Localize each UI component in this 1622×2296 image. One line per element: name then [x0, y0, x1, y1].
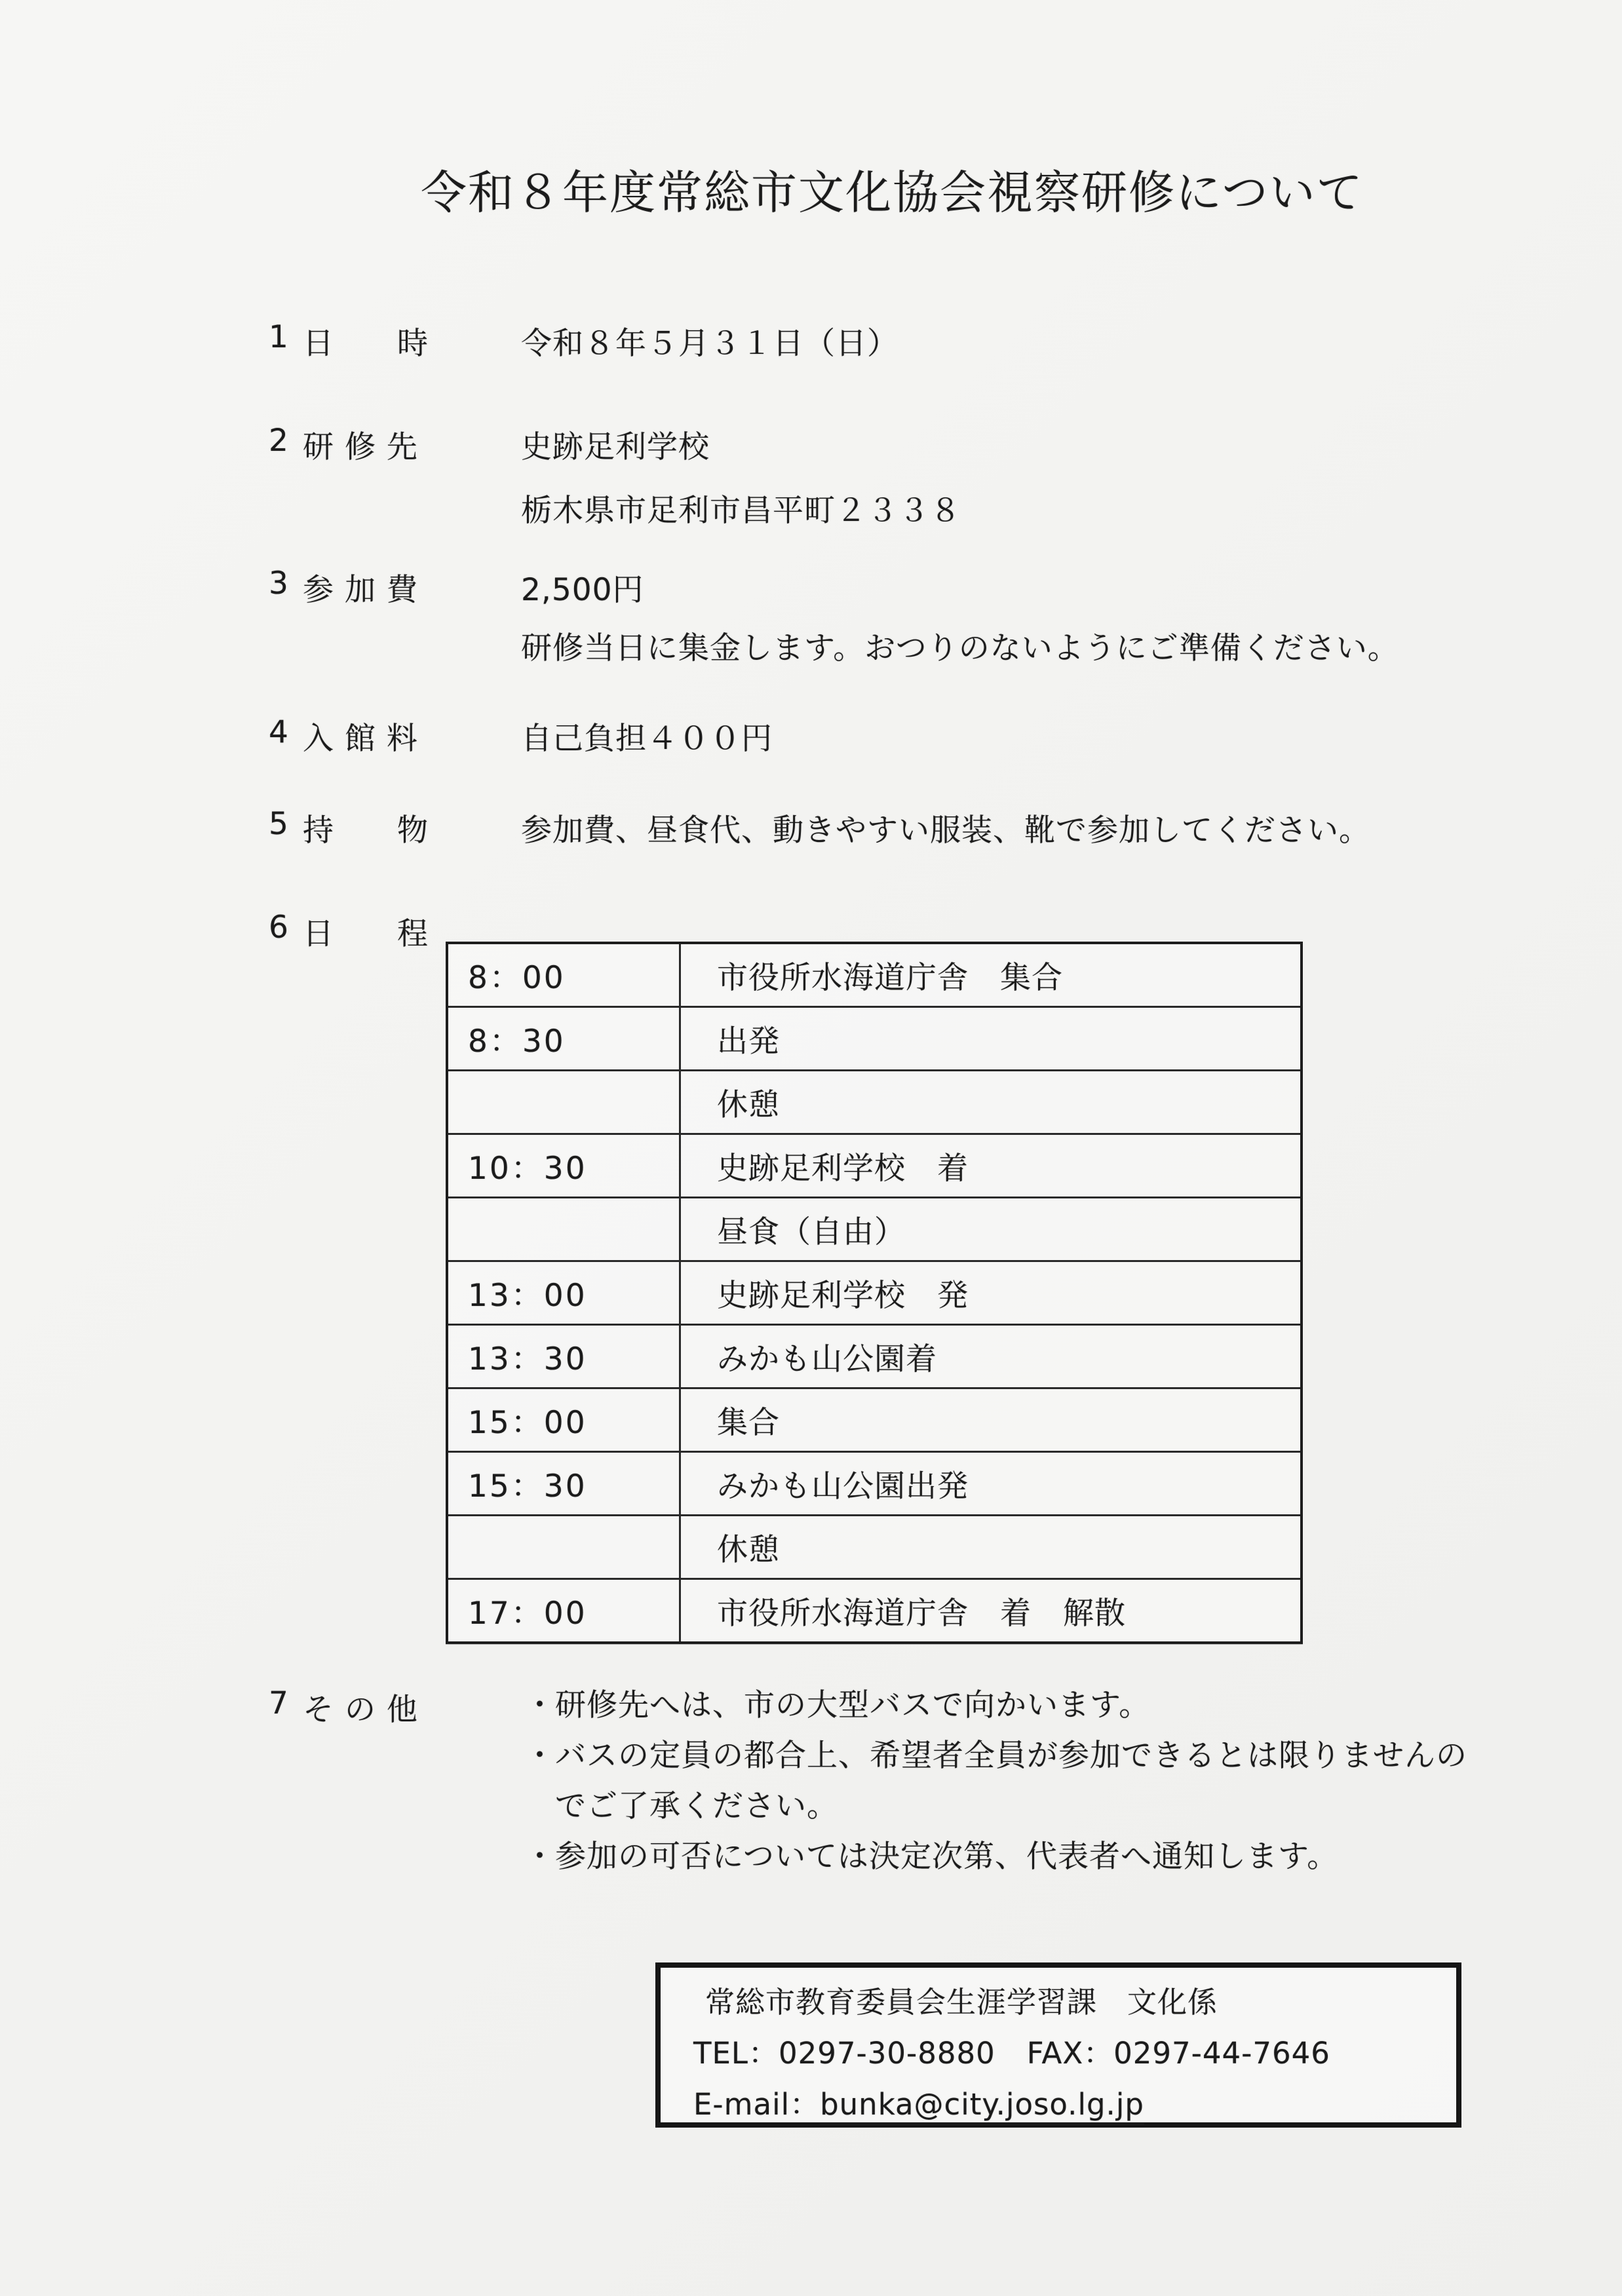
bullet-item — [524, 1782, 1467, 1832]
item-label: 研 修 先 — [303, 429, 418, 465]
bullet-text: 研修先へは、市の大型バスで向かいます。 — [555, 1687, 1151, 1723]
schedule-time-cell — [448, 1071, 681, 1133]
schedule-row — [448, 1196, 1300, 1260]
item-number: 7 — [269, 1685, 289, 1721]
item-label: 日 時 — [303, 326, 429, 362]
item-number: 4 — [269, 714, 289, 750]
schedule-event-cell: 昼食（自由） — [717, 1214, 906, 1250]
schedule-row — [448, 1387, 1300, 1451]
schedule-event-cell: 集合 — [717, 1404, 780, 1441]
document-title: 令和８年度常総市文化協会視察研修について — [421, 166, 1364, 220]
item-number: 1 — [269, 319, 289, 355]
item-row-belongings — [269, 806, 1370, 850]
bullet-text: 参加の可否については決定次第、代表者へ通知します。 — [555, 1839, 1339, 1875]
bullet-marker: ・ — [524, 1738, 556, 1774]
contact-box — [655, 1962, 1461, 2128]
bullet-item — [524, 1731, 1467, 1782]
item-label: 入 館 料 — [303, 721, 418, 757]
schedule-time-cell: 8：00 — [448, 944, 681, 1006]
item-value: 令和８年５月３１日（日） — [521, 326, 898, 362]
others-bullet-list — [524, 1681, 1467, 1883]
item-label: 持 物 — [303, 813, 429, 849]
schedule-time-cell: 8：30 — [448, 1008, 681, 1069]
contact-email-line — [693, 2079, 1456, 2130]
bullet-text: でご了承ください。 — [555, 1788, 838, 1824]
item-row-admission — [269, 714, 773, 758]
item-note-fee: 研修当日に集金します。おつりのないようにご準備ください。 — [521, 630, 1399, 666]
schedule-row — [448, 1006, 1300, 1069]
schedule-row — [448, 1578, 1300, 1641]
schedule-event-cell: 史跡足利学校 着 — [717, 1150, 969, 1187]
contact-email-value: bunka@city.joso.lg.jp — [820, 2087, 1144, 2125]
bullet-marker: ・ — [524, 1687, 556, 1723]
item-number: 6 — [269, 909, 289, 946]
schedule-time-cell: 13：00 — [448, 1262, 681, 1324]
item-row-date — [269, 319, 898, 363]
item-value: 2,500円 — [521, 572, 644, 608]
schedule-event-cell: 出発 — [717, 1023, 780, 1060]
contact-fax-value: 0297-44-7646 — [1113, 2036, 1330, 2071]
schedule-event-cell: 市役所水海道庁舎 集合 — [717, 959, 1063, 996]
item-label: そ の 他 — [303, 1692, 418, 1728]
schedule-event-cell: みかも山公園着 — [717, 1341, 937, 1377]
contact-org: 常総市教育委員会生涯学習課 文化係 — [705, 1985, 1218, 2019]
item-value: 自己負担４００円 — [521, 721, 773, 757]
bullet-item — [524, 1832, 1467, 1883]
item-label: 参 加 費 — [303, 572, 418, 608]
schedule-event-cell: 史跡足利学校 発 — [717, 1277, 969, 1314]
schedule-time-cell — [448, 1516, 681, 1578]
schedule-event-cell: 休憩 — [717, 1086, 780, 1123]
schedule-row — [448, 1324, 1300, 1387]
schedule-event-cell: 市役所水海道庁舎 着 解散 — [717, 1595, 1126, 1632]
item-number: 3 — [269, 565, 289, 602]
bullet-text: バスの定員の都合上、希望者全員が参加できるとは限りませんの — [555, 1738, 1467, 1774]
contact-email-label: E-mail： — [693, 2087, 821, 2122]
bullet-marker: ・ — [524, 1839, 556, 1875]
schedule-row — [448, 1133, 1300, 1196]
contact-tel-fax-line — [693, 2028, 1456, 2079]
contact-tel-value: 0297-30-8880 — [779, 2036, 995, 2071]
schedule-event-cell: みかも山公園出発 — [717, 1468, 969, 1504]
schedule-time-cell: 15：30 — [448, 1453, 681, 1514]
schedule-row — [448, 1260, 1300, 1324]
schedule-row — [448, 944, 1300, 1006]
item-value: 史跡足利学校 — [521, 429, 710, 465]
schedule-row — [448, 1069, 1300, 1133]
contact-fax-label: FAX： — [1026, 2036, 1114, 2071]
item-note-address: 栃木県市足利市昌平町２３３８ — [521, 493, 961, 529]
item-row-others — [269, 1685, 521, 1729]
schedule-time-cell: 10：30 — [448, 1135, 681, 1196]
item-row-fee — [269, 565, 644, 609]
schedule-time-cell: 17：00 — [448, 1580, 681, 1641]
bullet-item — [524, 1681, 1467, 1731]
item-number: 5 — [269, 806, 289, 842]
item-value: 参加費、昼食代、動きやすい服装、靴で参加してください。 — [521, 813, 1370, 849]
item-row-destination — [269, 423, 710, 467]
item-label: 日 程 — [303, 916, 429, 952]
schedule-time-cell — [448, 1198, 681, 1260]
schedule-table — [446, 942, 1303, 1644]
schedule-row — [448, 1451, 1300, 1514]
contact-tel-label: TEL： — [693, 2036, 779, 2071]
schedule-time-cell: 13：30 — [448, 1326, 681, 1387]
schedule-row — [448, 1514, 1300, 1578]
schedule-event-cell: 休憩 — [717, 1531, 780, 1568]
item-number: 2 — [269, 423, 289, 459]
schedule-time-cell: 15：00 — [448, 1389, 681, 1451]
